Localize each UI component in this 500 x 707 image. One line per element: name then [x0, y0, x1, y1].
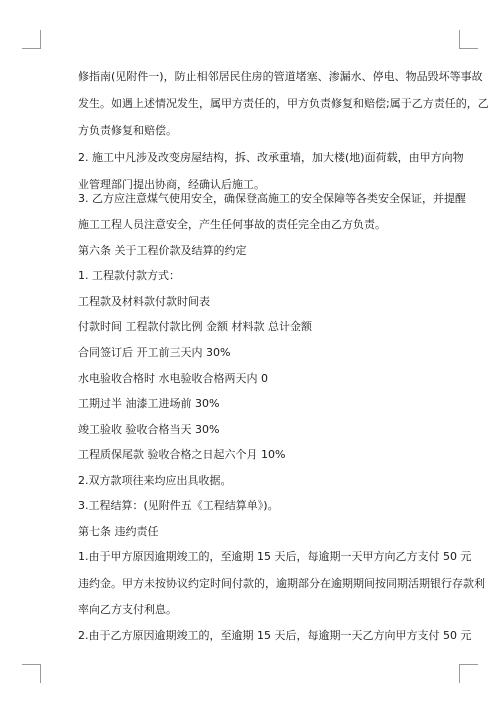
article-heading: 第七条 违约责任	[78, 525, 159, 538]
paragraph-line: 1.由于甲方原因逾期竣工的，至逾期 15 天后，每逾期一天甲方向乙方支付 50 元	[78, 550, 472, 563]
table-header: 付款时间 工程款付款比例 金额 材料款 总计金额	[78, 320, 312, 333]
article-heading: 第六条 关于工程价款及结算的约定	[78, 244, 247, 257]
crop-mark-bottom-right	[459, 664, 478, 683]
paragraph-line: 违约金。甲方未按协议约定时间付款的，逾期部分在逾期期间按同期活期银行存款利	[78, 577, 485, 590]
paragraph-line: 修指南(见附件一)，防止相邻居民住房的管道堵塞、渗漏水、停电、物品毁坏等事故	[78, 70, 483, 83]
table-row: 合同签订后 开工前三天内 30%	[78, 346, 231, 359]
crop-mark-top-right	[459, 30, 478, 49]
paragraph-line: 方负责修复和赔偿。	[78, 124, 177, 137]
list-item: 1. 工程款付款方式：	[78, 269, 180, 282]
paragraph-line: 2.由于乙方原因逾期竣工的，至逾期 15 天后，每逾期一天乙方向甲方支付 50 元	[78, 629, 472, 642]
paragraph-line: 施工工程人员注意安全，产生任何事故的责任完全由乙方负责。	[78, 218, 386, 231]
table-row: 竣工验收 验收合格当天 30%	[78, 423, 220, 436]
paragraph-line: 2. 施工中凡涉及改变房屋结构，拆、改承重墙，加大楼(地)面荷载，由甲方向物	[78, 151, 464, 164]
table-row: 工程质保尾款 验收合格之日起六个月 10%	[78, 448, 286, 461]
table-title: 工程款及材料款付款时间表	[78, 295, 210, 308]
paragraph-line: 率向乙方支付利息。	[78, 603, 177, 616]
table-row: 工期过半 油漆工进场前 30%	[78, 397, 220, 410]
crop-mark-top-left	[22, 30, 41, 49]
paragraph-line: 3. 乙方应注意煤气使用安全，确保登高施工的安全保障等各类安全保证，并提醒	[78, 192, 466, 205]
list-item: 3.工程结算：(见附件五《工程结算单》)。	[78, 499, 279, 512]
paragraph-line: 发生。如遇上述情况发生，属甲方责任的，甲方负责修复和赔偿;属于乙方责任的，乙	[78, 97, 489, 110]
paragraph-line: 业管理部门提出协商，经确认后施工。	[78, 178, 265, 191]
table-row: 水电验收合格时 水电验收合格两天内 0	[78, 372, 268, 385]
list-item: 2.双方款项往来均应出具收据。	[78, 474, 232, 487]
crop-mark-bottom-left	[22, 664, 41, 683]
